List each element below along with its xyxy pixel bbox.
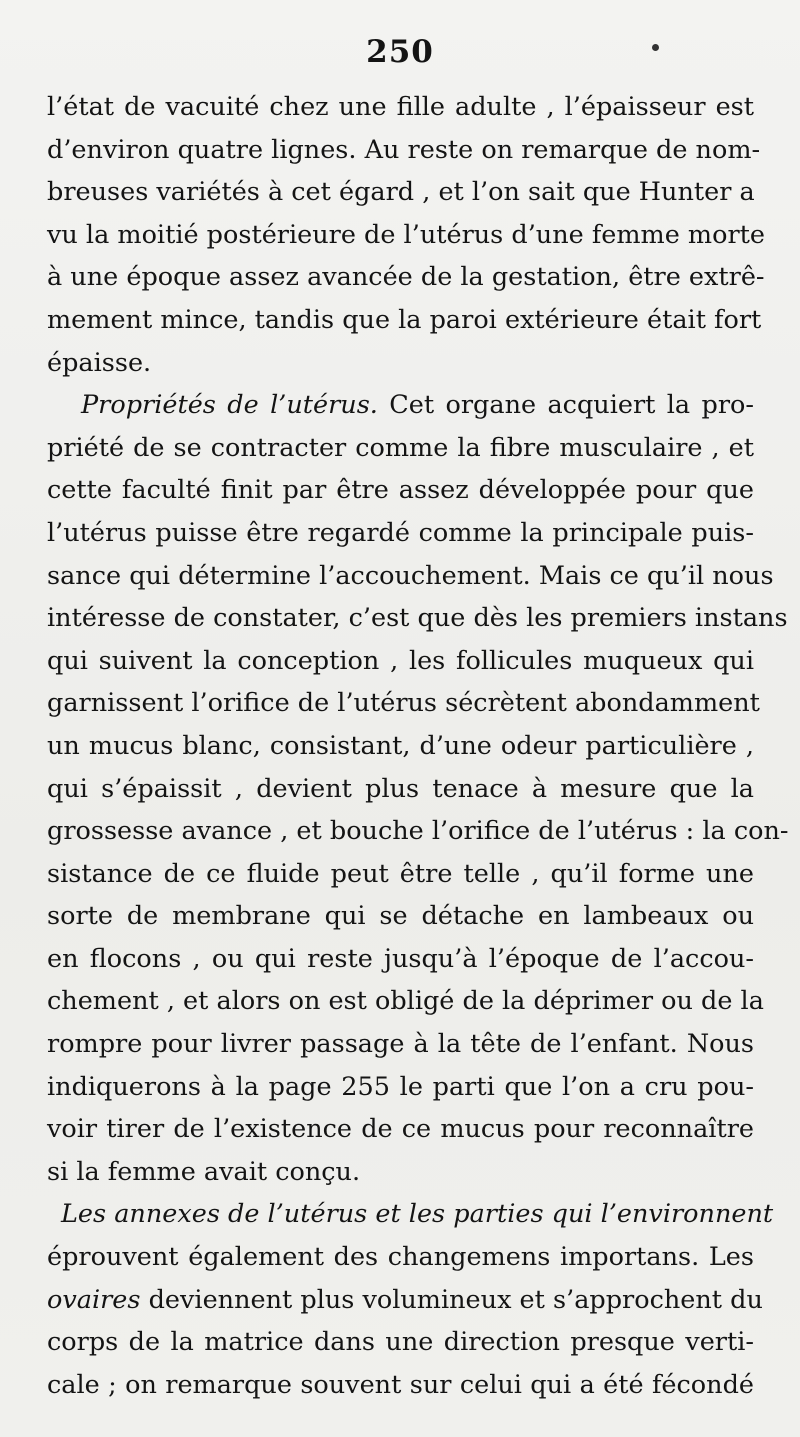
text-segment: corps de la matrice dans une direction presque verti-	[47, 1327, 754, 1358]
text-segment: un mucus blanc, consistant, d’une odeur particulière ,	[47, 730, 754, 761]
text-segment: sorte de membrane qui se détache en lambeaux ou	[47, 901, 754, 932]
text-line	[47, 1108, 754, 1151]
text-segment: breuses variétés à cet égard , et l’on sait que Hunter a	[47, 177, 755, 208]
text-line	[47, 640, 754, 683]
text-line	[47, 256, 765, 299]
text-line	[47, 512, 754, 555]
text-segment: intéresse de constater, c’est que dès les premiers instans	[47, 603, 788, 634]
text-line	[47, 555, 774, 598]
text-segment: Cet organe acquiert la pro-	[377, 390, 754, 421]
text-line	[47, 853, 754, 896]
text-segment: priété de se contracter comme la fibre musculaire , et	[47, 432, 754, 463]
text-segment: voir tirer de l’existence de ce mucus pour reconnaître	[47, 1114, 754, 1145]
ink-dot	[652, 44, 659, 51]
text-segment: sistance de ce fluide peut être telle , qu’il forme une	[47, 858, 754, 889]
text-line	[47, 299, 762, 342]
text-line	[47, 86, 754, 129]
text-segment: l’état de vacuité chez une fille adulte , l’épaisseur est	[47, 92, 754, 122]
text-segment: qui s’épaissit , devient plus tenace à mesure que la	[47, 773, 754, 804]
text-segment: garnissent l’orifice de l’utérus sécrètent abondamment	[47, 688, 760, 719]
text-segment: éprouvent également des changemens importans. Les	[47, 1242, 754, 1273]
text-line	[47, 895, 754, 938]
text-line	[47, 768, 754, 811]
text-line	[47, 469, 754, 512]
italic-text: ovaires	[47, 1284, 141, 1315]
text-line	[47, 810, 789, 853]
text-line	[47, 171, 754, 214]
text-segment: si la femme avait conçu.	[47, 1156, 361, 1187]
text-segment: cette faculté finit par être assez développée pour que	[47, 475, 754, 506]
text-line	[47, 682, 760, 725]
text-line	[47, 597, 788, 640]
text-line	[47, 1023, 754, 1066]
text-segment: indiquerons à la page 255 le parti que l’on a cru pou-	[47, 1071, 754, 1102]
text-line	[47, 427, 754, 470]
text-line	[47, 214, 765, 257]
text-segment: épaisse.	[47, 347, 152, 378]
text-line	[47, 1066, 754, 1109]
text-line	[47, 1279, 763, 1322]
text-line	[47, 384, 754, 427]
text-segment: deviennent plus volumineux et s’approchent du	[140, 1284, 763, 1315]
text-line	[47, 1151, 754, 1194]
italic-text: Propriétés de l’utérus.	[81, 390, 378, 421]
text-line	[47, 1193, 774, 1236]
text-line	[47, 1321, 754, 1364]
text-segment: d’environ quatre lignes. Au reste on remarque de nom-	[47, 134, 761, 165]
text-segment: mement mince, tandis que la paroi extérieure était fort	[47, 304, 762, 335]
text-segment: qui suivent la conception , les follicules muqueux qui	[47, 645, 754, 676]
italic-text: Les annexes de l’utérus et les parties qui l’environnent	[61, 1199, 774, 1230]
text-line	[47, 129, 761, 172]
text-segment: l’utérus puisse être regardé comme la principale puis-	[47, 517, 754, 548]
text-segment: vu la moitié postérieure de l’utérus d’une femme morte	[47, 219, 765, 250]
text-line	[47, 1236, 754, 1279]
text-line	[47, 938, 754, 981]
text-segment: en flocons , ou qui reste jusqu’à l’époque de l’accou-	[47, 943, 754, 974]
text-segment: rompre pour livrer passage à la tête de l’enfant. Nous	[47, 1029, 754, 1060]
text-segment: grossesse avance , et bouche l’orifice de l’utérus : la con-	[47, 816, 789, 847]
text-line	[47, 980, 764, 1023]
text-line	[47, 725, 754, 768]
text-segment: sance qui détermine l’accouchement. Mais ce qu’il nous	[47, 560, 774, 591]
text-line	[47, 1364, 754, 1407]
body-text	[47, 86, 789, 1406]
text-segment: chement , et alors on est obligé de la déprimer ou de la	[47, 986, 764, 1017]
page-number: 250	[366, 34, 434, 70]
text-segment: à une époque assez avancée de la gestation, être extrê-	[47, 262, 765, 293]
text-line	[47, 342, 754, 385]
text-segment: cale ; on remarque souvent sur celui qui a été fécondé	[47, 1369, 754, 1400]
